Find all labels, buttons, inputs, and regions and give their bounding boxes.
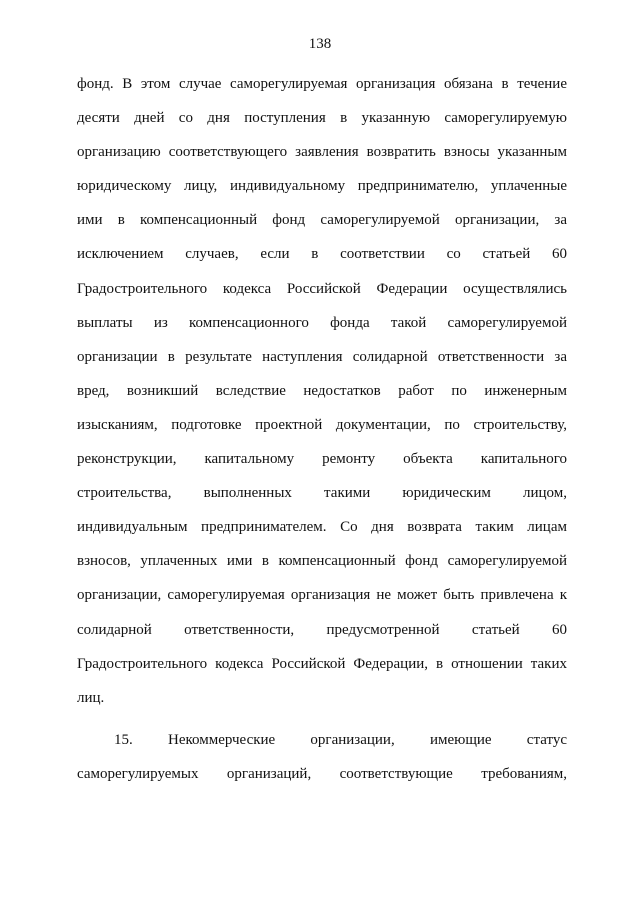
text-line: взносов, уплаченных ими в компенсационный фонд саморегулируемой xyxy=(77,553,567,570)
text-line: организации, саморегулируемая организация не может быть привлечена к xyxy=(77,587,567,604)
text-line: выплаты из компенсационного фонда такой саморегулируемой xyxy=(77,314,567,331)
page-number: 138 xyxy=(308,36,332,52)
text-line: ими в компенсационный фонд саморегулируемой организации, за xyxy=(77,212,567,229)
text-line: реконструкции, капитальному ремонту объекта капитального xyxy=(77,451,567,468)
text-line: юридическому лицу, индивидуальному предпринимателю, уплаченные xyxy=(77,178,567,195)
text-line: десяти дней со дня поступления в указанную саморегулируемую xyxy=(77,110,567,127)
text-line: фонд. В этом случае саморегулируемая организация обязана в течение xyxy=(77,76,567,92)
text-line: организацию соответствующего заявления возвратить взносы указанным xyxy=(77,144,567,161)
text-line: организации в результате наступления солидарной ответственности за xyxy=(77,348,567,365)
text-line: саморегулируемых организаций, соответствующие требованиям, xyxy=(77,765,567,782)
text-line: вред, возникший вследствие недостатков работ по инженерным xyxy=(77,382,567,399)
paragraph-item-15 xyxy=(77,730,567,798)
text-line: Градостроительного кодекса Российской Федерации осуществлялись xyxy=(77,280,567,297)
text-line: исключением случаев, если в соответствии со статьей 60 xyxy=(77,246,567,263)
text-line: солидарной ответственности, предусмотренной статьей 60 xyxy=(77,621,567,638)
text-line: 15. Некоммерческие организации, имеющие статус xyxy=(114,731,567,748)
text-line: лиц. xyxy=(77,689,105,706)
text-line: строительства, выполненных такими юридическим лицом, xyxy=(77,485,567,502)
text-line: изысканиям, подготовке проектной документации, по строительству, xyxy=(77,416,567,433)
paragraph-gap xyxy=(77,722,567,730)
text-line: Градостроительного кодекса Российской Федерации, в отношении таких xyxy=(77,655,567,672)
text-line: индивидуальным предпринимателем. Со дня возврата таким лицам xyxy=(77,519,567,536)
paragraph-continuation xyxy=(77,74,567,722)
body-text xyxy=(77,74,567,798)
